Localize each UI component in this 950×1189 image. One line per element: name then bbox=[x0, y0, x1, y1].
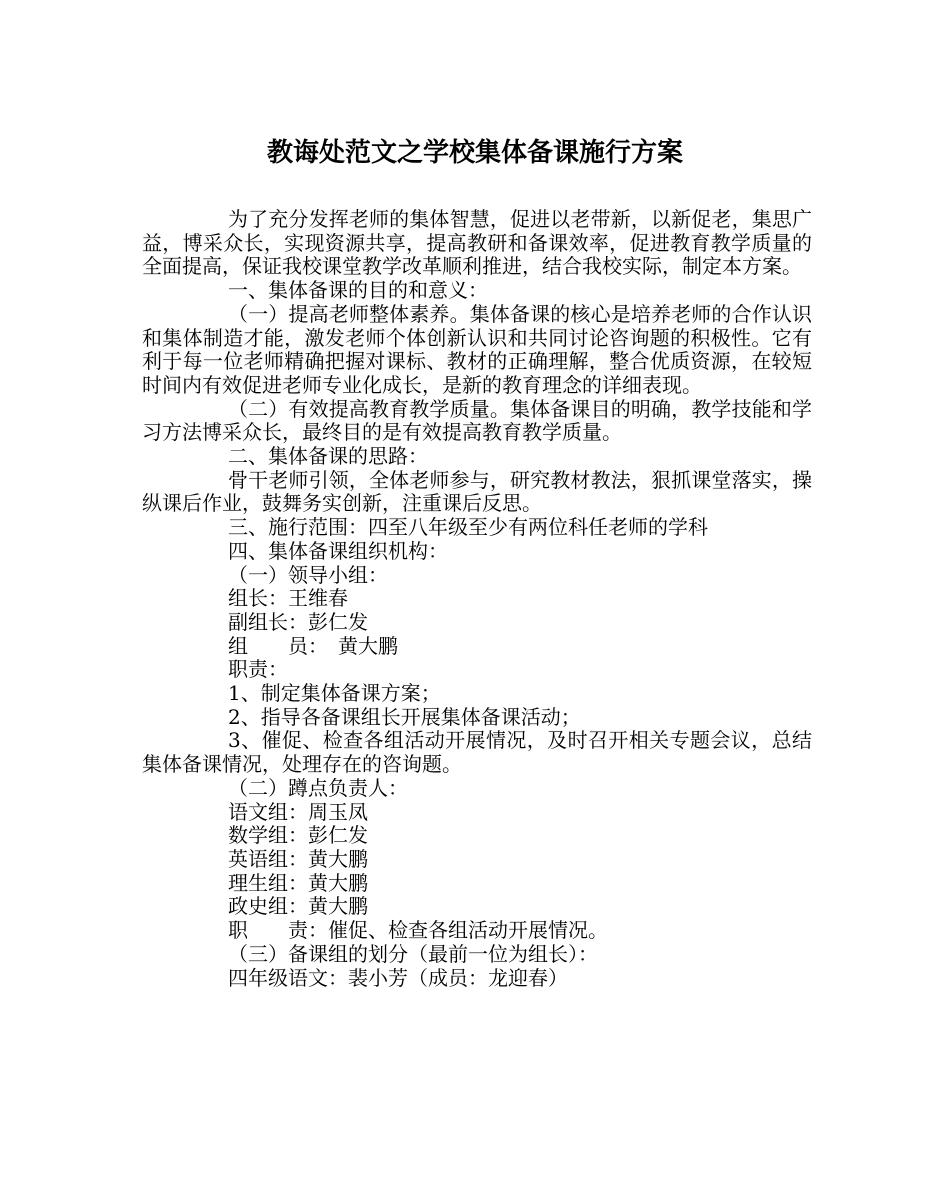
paragraph-intro: 为了充分发挥老师的集体智慧，促进以老带新，以新促老，集思广益，博采众长，实现资源共享，提高教研和备课效率，促进教育教学质量的全面提高，保证我校课堂教学改革顺利推进，结合我校实际，制定本方案。 bbox=[142, 207, 812, 279]
paragraph-purpose-2: （二）有效提高教育教学质量。集体备课目的明确，教学技能和学习方法博采众长，最终目的是有效提高教育教学质量。 bbox=[142, 396, 812, 445]
document-body bbox=[142, 208, 812, 990]
document-title: 教诲处范文之学校集体备课施行方案 bbox=[266, 138, 683, 168]
duty-item-1: 1、制定集体备课方案； bbox=[228, 681, 441, 706]
supervisor-english: 英语组：黄大鹏 bbox=[228, 846, 368, 871]
duty-item-3: 3、催促、检查各组活动开展情况，及时召开相关专题会议，总结集体备课情况，处理存在的咨询题。 bbox=[142, 728, 812, 777]
paragraph-approach: 骨干老师引领，全体老师参与，研究教材教法，狠抓课堂落实，操纵课后作业，鼓舞务实创新，注重课后反思。 bbox=[142, 467, 812, 516]
section-heading-organization: 四、集体备课组织机构： bbox=[228, 538, 448, 563]
deputy-leader-line: 副组长：彭仁发 bbox=[228, 609, 368, 634]
section-heading-approach: 二、集体备课的思路： bbox=[228, 444, 428, 469]
section-heading-scope: 三、施行范围：四至八年级至少有两位科任老师的学科 bbox=[228, 515, 708, 540]
section-heading-purpose: 一、集体备课的目的和意义： bbox=[228, 278, 488, 303]
supervisor-science: 理生组：黄大鹏 bbox=[228, 870, 368, 895]
subheading-groups: （三）备课组的划分（最前一位为组长）： bbox=[228, 941, 598, 966]
supervisor-politics-history: 政史组：黄大鹏 bbox=[228, 894, 368, 919]
group-grade4-chinese: 四年级语文：裴小芳（成员：龙迎春） bbox=[228, 965, 568, 990]
duties-label: 职责： bbox=[228, 657, 288, 682]
duty-item-2: 2、指导各备课组长开展集体备课活动； bbox=[228, 704, 581, 729]
paragraph-purpose-1: （一）提高老师整体素养。集体备课的核心是培养老师的合作认识和集体制造才能，激发老师个体创新认识和共同讨论咨询题的积极性。它有利于每一位老师精确把握对课标、教材的正确理解，整合优质资源，在较短时间内有效促进老师专业化成长，是新的教育理念的详细表现。 bbox=[142, 301, 812, 397]
member-line: 组 员： 黄大鹏 bbox=[228, 633, 398, 658]
supervisor-chinese: 语文组：周玉凤 bbox=[228, 799, 368, 824]
supervisor-math: 数学组：彭仁发 bbox=[228, 823, 368, 848]
leader-line: 组长：王维春 bbox=[228, 586, 348, 611]
subheading-supervisors: （二）蹲点负责人： bbox=[228, 775, 408, 800]
supervisor-duties: 职 责：催促、检查各组活动开展情况。 bbox=[228, 918, 608, 943]
subheading-leadership: （一）领导小组： bbox=[228, 562, 388, 587]
